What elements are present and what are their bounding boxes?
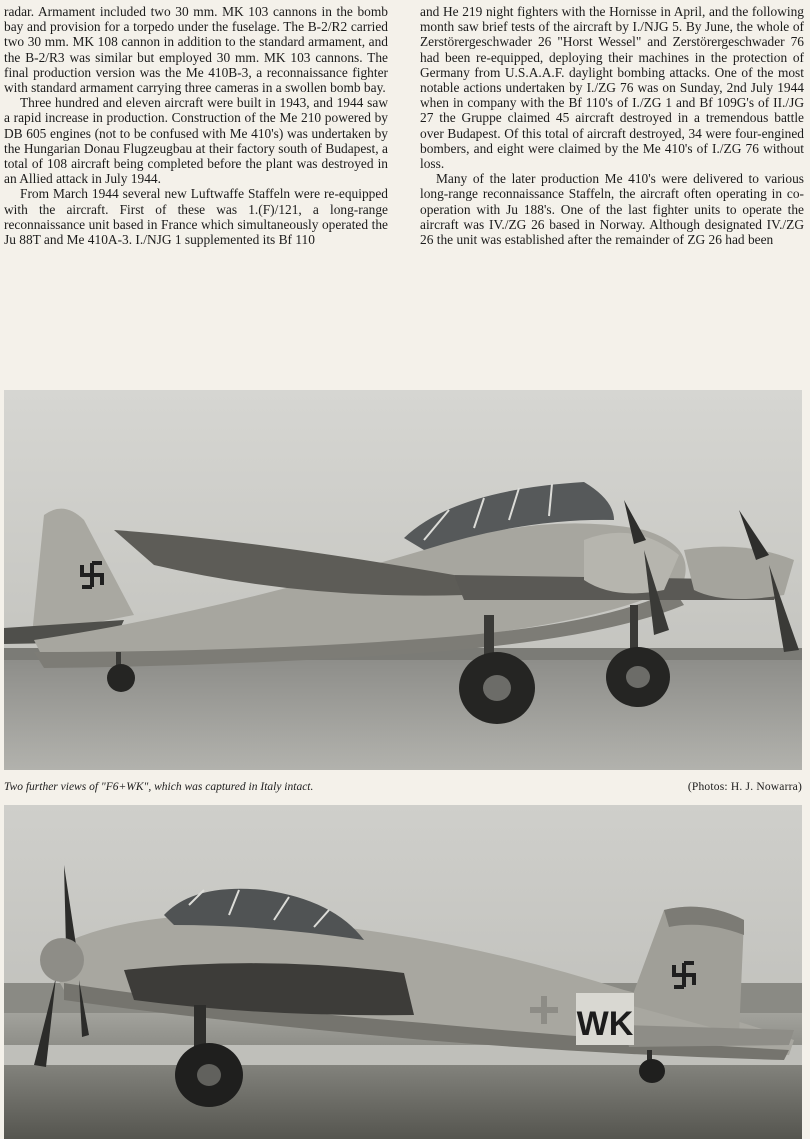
- fuselage-code-marking: WK: [576, 1005, 634, 1043]
- article-text: [0, 0, 810, 372]
- aircraft-illustration-2: [4, 805, 802, 1139]
- photo-caption: Two further views of "F6+WK", which was captured in Italy intact.: [4, 781, 314, 793]
- aircraft-photo-side-view: [4, 390, 802, 770]
- paragraph: Three hundred and eleven aircraft were built in 1943, and 1944 saw a rapid increase in production. Construction of the Me 210 powered by DB 605 engines (not to be confused with Me 410's) was undertaken by the Hungarian Donau Flugzeugbau at their factory south of Budapest, a total of 108 aircraft being completed before the plant was destroyed in an Allied attack in July 1944.: [4, 95, 388, 187]
- paragraph: From March 1944 several new Luftwaffe Staffeln were re-equipped with the aircraft. First of these was 1.(F)/121, a long-range reconnaissance unit based in France which simultaneously operated the Ju 88T and Me 410A-3. I./NJG 1 supplemented its Bf 110: [4, 186, 388, 248]
- paragraph: Many of the later production Me 410's were delivered to various long-range reconnaissance Staffeln, the aircraft often operating in co-operation with Ju 188's. One of the last fighter units to operate the aircraft was IV./ZG 26 based in Norway. Although designated IV./ZG 26 the unit was established after the remainder of ZG 26 had been: [420, 171, 804, 248]
- paragraph: and He 219 night fighters with the Hornisse in April, and the following month saw brief tests of the aircraft by I./NJG 5. By June, the whole of Zerstörergeschwader 26 "Horst Wessel" and Zerstörergeschwader 76 had been re-equipped, deploying their machines in the protection of Germany from U.S.A.A.F. daylight bombing attacks. One of the most notable actions undertaken by I./ZG 76 was on Sunday, 2nd July 1944 when in company with the Bf 110's of I./ZG 1 and Bf 109G's of II./JG 27 the Gruppe claimed 45 aircraft destroyed in a tremendous battle over Budapest. Of this total of aircraft destroyed, 34 were four-engined bombers, and eight were claimed by the Me 410's of I./ZG 76 without loss.: [420, 4, 804, 172]
- photo-caption-row: [4, 778, 802, 796]
- paragraph: radar. Armament included two 30 mm. MK 103 cannons in the bomb bay and provision for a torpedo under the fuselage. The B-2/R2 carried two 30 mm. MK 108 cannon in addition to the standard armament, and the B-2/R3 was similar but employed 30 mm. MK 103 cannons. The final production version was the Me 410B-3, a reconnaissance fighter with standard armament carrying three cameras in a swollen bomb bay.: [4, 4, 388, 96]
- right-column: [420, 4, 804, 372]
- aircraft-photo-rear-view: [4, 805, 802, 1139]
- aircraft-illustration-1: [4, 390, 802, 770]
- left-column: [4, 4, 388, 372]
- photo-credit: (Photos: H. J. Nowarra): [687, 781, 802, 793]
